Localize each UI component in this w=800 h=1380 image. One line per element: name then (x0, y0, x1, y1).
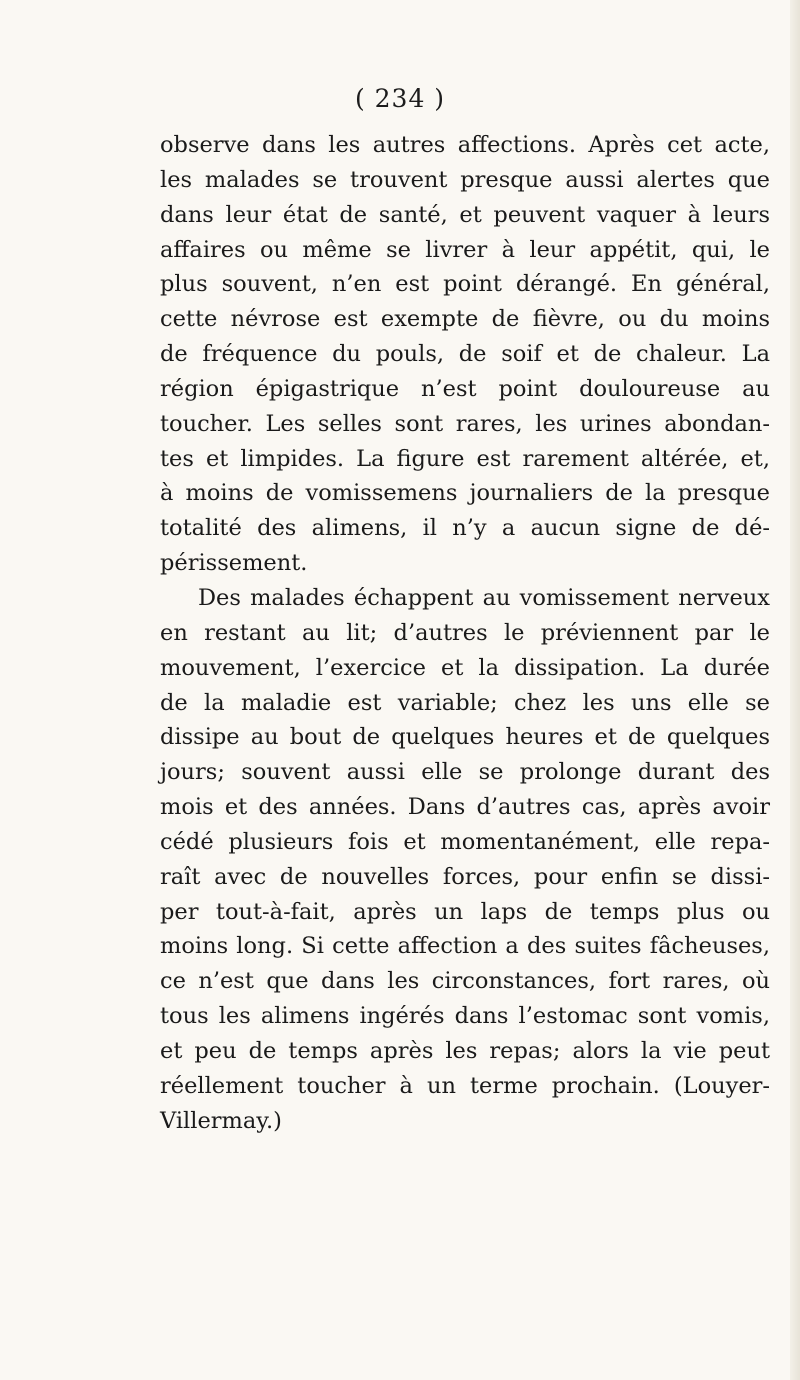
paragraph-end-line: Villermay.) (160, 1107, 282, 1134)
text-line: et peu de temps après les repas; alors la vie peut (160, 1037, 770, 1064)
text-line: de fréquence du pouls, de soif et de chaleur. La (160, 341, 770, 368)
text-line: cédé plusieurs fois et momentanément, elle repa- (160, 828, 770, 855)
page-number: ( 234 ) (354, 84, 446, 113)
text-line: totalité des alimens, il n’y a aucun signe de dé- (160, 515, 770, 542)
text-line: les malades se trouvent presque aussi alertes que (160, 166, 770, 193)
paragraph-start-line: Des malades échappent au vomissement nerveux (198, 584, 770, 611)
paragraph-end-line: périssement. (160, 550, 308, 577)
text-line: à moins de vomissemens journaliers de la presque (160, 480, 770, 507)
body-text (160, 128, 770, 1138)
text-line: de la maladie est variable; chez les uns elle se (160, 689, 770, 716)
text-line: tes et limpides. La figure est rarement altérée, et, (160, 445, 770, 472)
text-line: cette névrose est exempte de fièvre, ou du moins (160, 306, 770, 333)
text-line: affaires ou même se livrer à leur appétit, qui, le (160, 236, 770, 263)
text-line: dans leur état de santé, et peuvent vaquer à leurs (160, 201, 770, 228)
text-line: mouvement, l’exercice et la dissipation. La durée (160, 654, 770, 681)
text-line: toucher. Les selles sont rares, les urines abondan- (160, 410, 770, 437)
text-line: région épigastrique n’est point douloureuse au (160, 375, 770, 402)
text-line: jours; souvent aussi elle se prolonge durant des (160, 759, 770, 786)
text-line: réellement toucher à un terme prochain. (Louyer- (160, 1072, 770, 1099)
text-line: en restant au lit; d’autres le préviennent par le (160, 619, 770, 646)
text-line: raît avec de nouvelles forces, pour enfin se dissi- (160, 863, 770, 890)
text-line: observe dans les autres affections. Après cet acte, (160, 132, 770, 158)
text-line: per tout-à-fait, après un laps de temps plus ou (160, 898, 770, 925)
text-line: moins long. Si cette affection a des suites fâcheuses, (160, 933, 770, 960)
text-line: tous les alimens ingérés dans l’estomac sont vomis, (160, 1003, 770, 1030)
text-line: ce n’est que dans les circonstances, fort rares, où (160, 968, 770, 995)
text-line: dissipe au bout de quelques heures et de quelques (160, 724, 770, 751)
text-line: plus souvent, n’en est point dérangé. En général, (160, 271, 770, 298)
page-edge (790, 0, 800, 1380)
text-line: mois et des années. Dans d’autres cas, après avoir (160, 794, 770, 821)
